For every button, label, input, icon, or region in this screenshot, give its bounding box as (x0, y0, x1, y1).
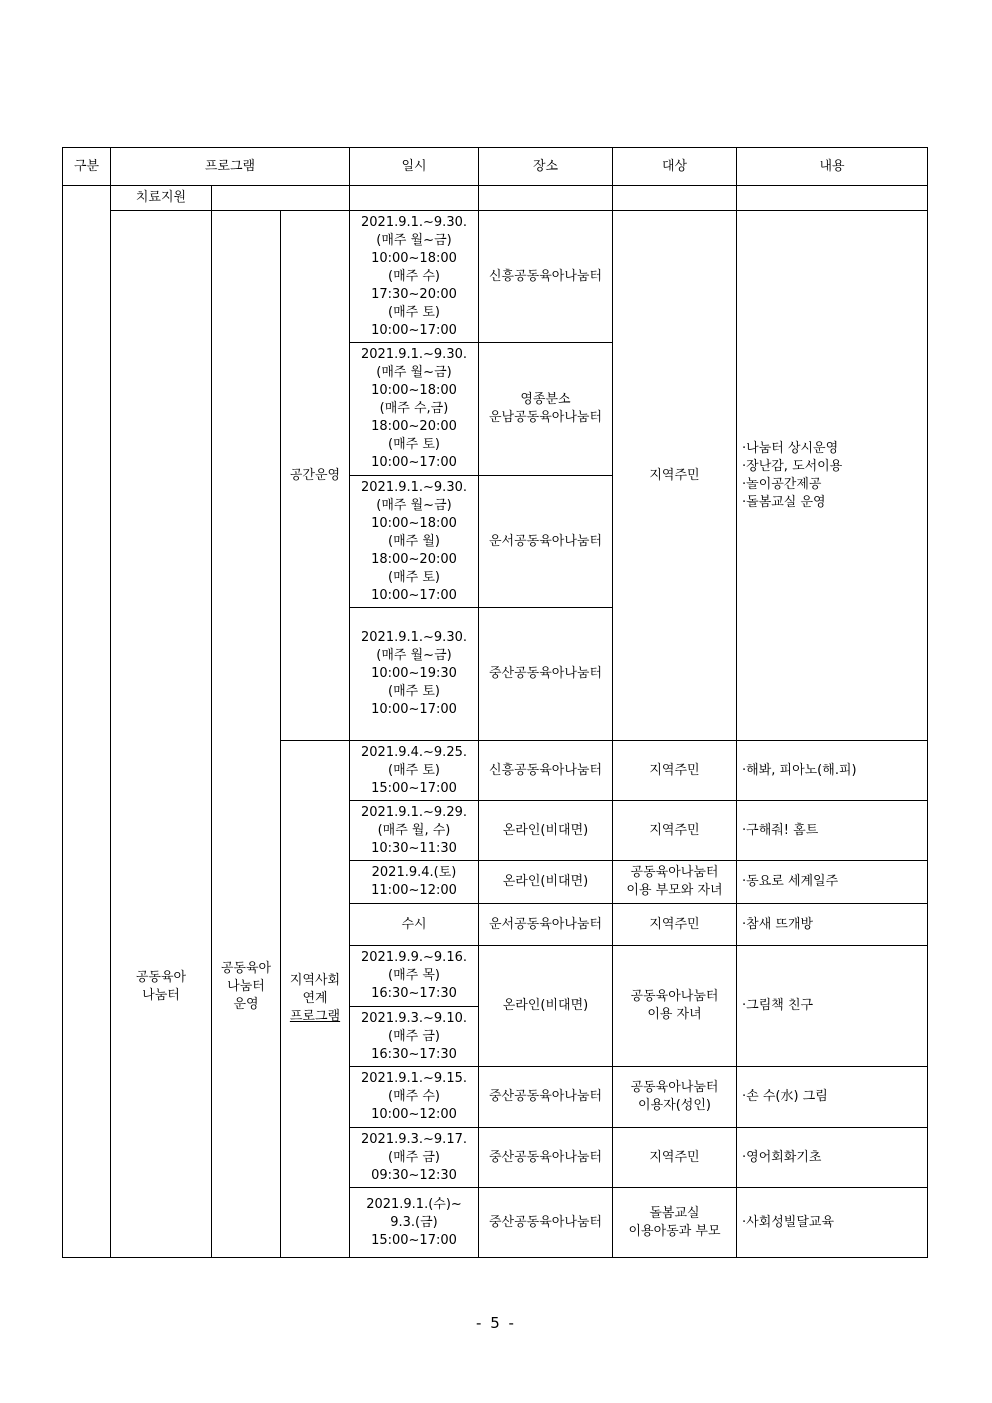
space-place-1: 신흥공동육아나눔터 (479, 211, 613, 343)
community-datetime-1: 2021.9.4.~9.25. (매주 토) 15:00~17:00 (350, 741, 479, 801)
community-place-3: 온라인(비대면) (479, 861, 613, 904)
header-program: 프로그램 (111, 148, 350, 186)
community-place-7: 중산공동육아나눔터 (479, 1128, 613, 1188)
space-section-label: 공간운영 (281, 211, 350, 741)
space-content: ·나눔터 상시운영 ·장난감, 도서이용 ·놀이공간제공 ·돌봄교실 운영 (737, 211, 928, 741)
space-place-2: 영종분소 운남공동육아나눔터 (479, 343, 613, 476)
header-content: 내용 (737, 148, 928, 186)
community-target-2: 지역주민 (613, 801, 737, 861)
community-datetime-4: 수시 (350, 904, 479, 946)
community-content-1: ·해봐, 피아노(해.피) (737, 741, 928, 801)
community-place-8: 중산공동육아나눔터 (479, 1188, 613, 1258)
space-target: 지역주민 (613, 211, 737, 741)
community-target-8: 돌봄교실 이용아동과 부모 (613, 1188, 737, 1258)
community-content-4: ·참새 뜨개방 (737, 904, 928, 946)
space-datetime-1: 2021.9.1.~9.30. (매주 월~금) 10:00~18:00 (매주 수) 17:30~20:00 (매주 토) 10:00~17:00 (350, 211, 479, 343)
community-target-4: 지역주민 (613, 904, 737, 946)
community-datetime-5b: 2021.9.3.~9.10. (매주 금) 16:30~17:30 (350, 1007, 479, 1067)
group-label: 공동육아 나눔터 (111, 211, 212, 1258)
community-content-3: ·동요로 세계일주 (737, 861, 928, 904)
community-target-7: 지역주민 (613, 1128, 737, 1188)
subgroup-label: 공동육아 나눔터 운영 (212, 211, 281, 1258)
space-datetime-4: 2021.9.1.~9.30. (매주 월~금) 10:00~19:30 (매주 토) 10:00~17:00 (350, 608, 479, 741)
therapy-empty-5 (737, 186, 928, 211)
space-place-3: 운서공동육아나눔터 (479, 476, 613, 608)
therapy-empty-3 (479, 186, 613, 211)
therapy-empty-1 (212, 186, 350, 211)
community-content-7: ·영어회화기초 (737, 1128, 928, 1188)
therapy-program: 치료지원 (111, 186, 212, 211)
therapy-empty-2 (350, 186, 479, 211)
space-place-4: 중산공동육아나눔터 (479, 608, 613, 741)
table-row (63, 211, 928, 343)
category-cell (63, 186, 111, 1258)
community-target-3: 공동육아나눔터 이용 부모와 자녀 (613, 861, 737, 904)
community-content-2: ·구해줘! 홈트 (737, 801, 928, 861)
header-datetime: 일시 (350, 148, 479, 186)
header-place: 장소 (479, 148, 613, 186)
community-section-label: 지역사회 연계 프로그램 (281, 741, 350, 1258)
community-datetime-6: 2021.9.1.~9.15. (매주 수) 10:00~12:00 (350, 1067, 479, 1128)
community-datetime-2: 2021.9.1.~9.29. (매주 월, 수) 10:30~11:30 (350, 801, 479, 861)
header-category: 구분 (63, 148, 111, 186)
therapy-row (63, 186, 928, 211)
header-row (63, 148, 928, 186)
therapy-empty-4 (613, 186, 737, 211)
community-place-5: 온라인(비대면) (479, 946, 613, 1067)
schedule-table (62, 147, 928, 1258)
community-place-6: 중산공동육아나눔터 (479, 1067, 613, 1128)
community-content-8: ·사회성빌달교육 (737, 1188, 928, 1258)
space-datetime-3: 2021.9.1.~9.30. (매주 월~금) 10:00~18:00 (매주 월) 18:00~20:00 (매주 토) 10:00~17:00 (350, 476, 479, 608)
community-target-1: 지역주민 (613, 741, 737, 801)
community-content-5: ·그림책 친구 (737, 946, 928, 1067)
community-place-1: 신흥공동육아나눔터 (479, 741, 613, 801)
community-datetime-5a: 2021.9.9.~9.16. (매주 목) 16:30~17:30 (350, 946, 479, 1007)
community-datetime-8: 2021.9.1.(수)~ 9.3.(금) 15:00~17:00 (350, 1188, 479, 1258)
header-target: 대상 (613, 148, 737, 186)
community-target-6: 공동육아나눔터 이용자(성인) (613, 1067, 737, 1128)
community-place-4: 운서공동육아나눔터 (479, 904, 613, 946)
community-datetime-3: 2021.9.4.(토) 11:00~12:00 (350, 861, 479, 904)
community-datetime-7: 2021.9.3.~9.17. (매주 금) 09:30~12:30 (350, 1128, 479, 1188)
page-number: - 5 - (476, 1314, 516, 1332)
community-place-2: 온라인(비대면) (479, 801, 613, 861)
space-datetime-2: 2021.9.1.~9.30. (매주 월~금) 10:00~18:00 (매주 수,금) 18:00~20:00 (매주 토) 10:00~17:00 (350, 343, 479, 476)
community-content-6: ·손 수(水) 그림 (737, 1067, 928, 1128)
community-target-5: 공동육아나눔터 이용 자녀 (613, 946, 737, 1067)
